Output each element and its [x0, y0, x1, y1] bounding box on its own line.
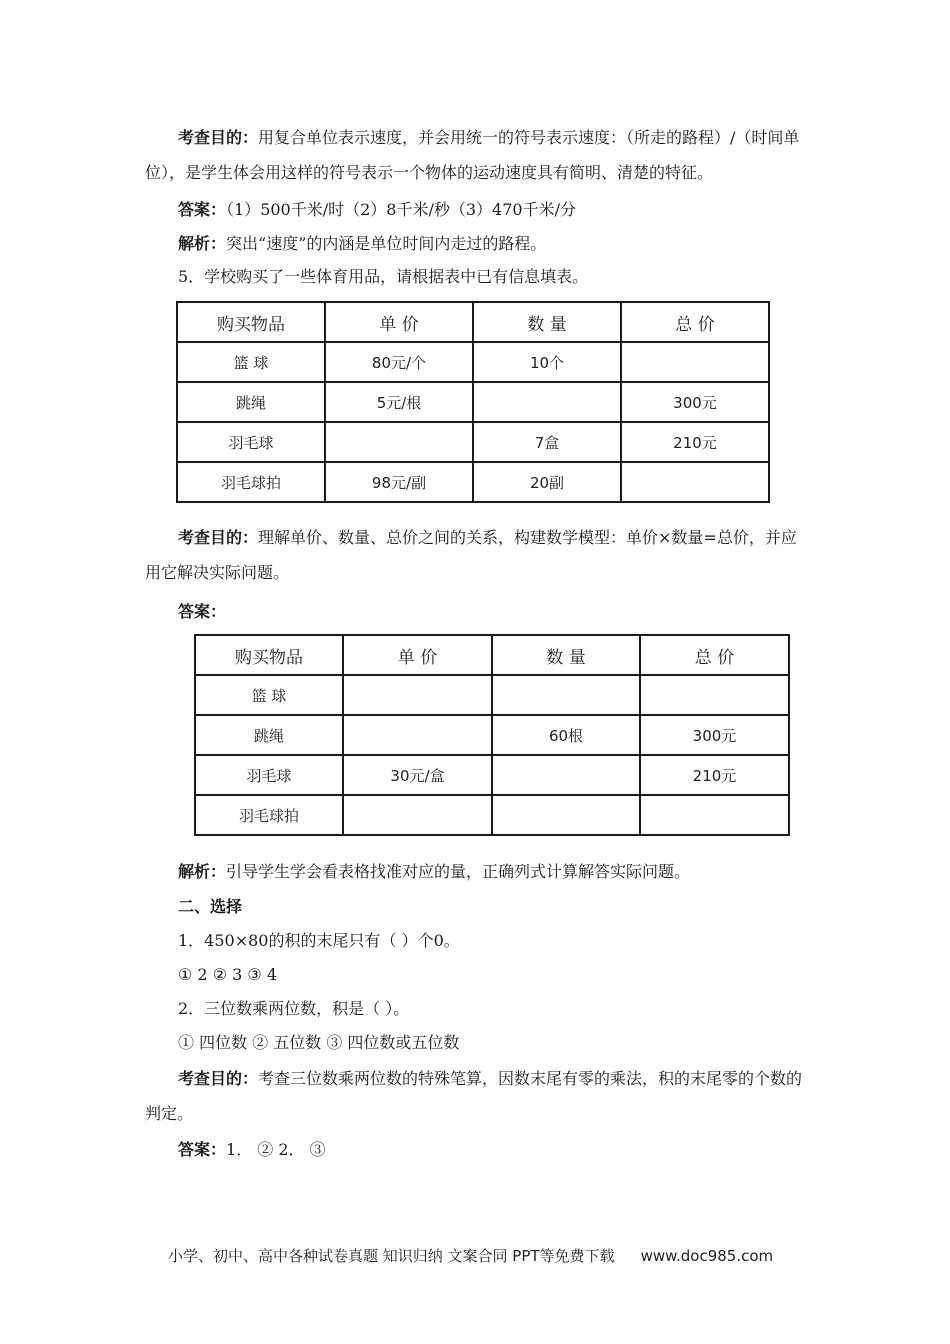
answer-text: （1）500千米/时（2）8千米/秒（3）470千米/分	[226, 200, 576, 219]
header-cell: 总 价	[640, 635, 789, 675]
analysis-text: 引导学生学会看表格找准对应的量，正确列式计算解答实际问题。	[226, 862, 691, 881]
table-cell: 跳绳	[177, 382, 325, 422]
table-row	[177, 462, 769, 502]
purpose-text: 考查三位数乘两位数的特殊笔算，因数末尾有零的乘法，积的末尾零的个数的判定。	[145, 1069, 803, 1123]
table-cell	[343, 795, 492, 835]
footer-url[interactable]: www.doc985.com	[640, 1247, 774, 1265]
header-cell: 购买物品	[177, 302, 325, 342]
table-cell: 羽毛球	[177, 422, 325, 462]
table-cell	[640, 795, 789, 835]
header-cell: 数 量	[473, 302, 621, 342]
purpose-paragraph-3	[145, 1061, 810, 1131]
header-cell: 总 价	[621, 302, 769, 342]
table-row	[177, 422, 769, 462]
table-cell	[640, 675, 789, 715]
analysis-line-2	[178, 860, 690, 884]
table-cell	[492, 675, 640, 715]
table-cell: 30元/盒	[343, 755, 492, 795]
table-row	[177, 342, 769, 382]
table-cell	[621, 342, 769, 382]
header-cell: 数 量	[492, 635, 640, 675]
footer-text: 小学、初中、高中各种试卷真题 知识归纳 文案合同 PPT等免费下载	[168, 1247, 615, 1265]
analysis-text: 突出“速度”的内涵是单位时间内走过的路程。	[226, 234, 547, 253]
table-cell: 20副	[473, 462, 621, 502]
analysis-line-1	[178, 232, 546, 256]
answer-table	[194, 634, 790, 836]
table-row	[195, 675, 789, 715]
table-cell	[343, 675, 492, 715]
table-cell: 篮 球	[195, 675, 343, 715]
table-row	[195, 795, 789, 835]
table-cell: 羽毛球拍	[177, 462, 325, 502]
table-cell: 300元	[640, 715, 789, 755]
answer-label: 答案：	[178, 602, 227, 621]
answer-text: 1． ② 2． ③	[226, 1140, 326, 1159]
page-footer	[168, 1245, 773, 1266]
table-cell: 210元	[640, 755, 789, 795]
table-cell: 跳绳	[195, 715, 343, 755]
table-cell: 80元/个	[325, 342, 473, 382]
answer-label: 答案：	[178, 1140, 227, 1159]
choice-options-1: ① 2 ② 3 ③ 4	[178, 965, 277, 984]
table-row	[177, 382, 769, 422]
choice-question-1: 1．450×80的积的末尾只有（ ）个0。	[178, 931, 460, 950]
choice-question-2: 2．三位数乘两位数，积是（ ）。	[178, 999, 410, 1018]
table-cell: 羽毛球拍	[195, 795, 343, 835]
table-cell: 7盒	[473, 422, 621, 462]
question-5: 5．学校购买了一些体育用品，请根据表中已有信息填表。	[178, 267, 589, 286]
purpose-label: 考查目的：	[178, 128, 259, 147]
answer-line-3	[178, 1138, 326, 1162]
choice-options-2: ① 四位数 ② 五位数 ③ 四位数或五位数	[178, 1033, 460, 1052]
table-cell	[473, 382, 621, 422]
analysis-label: 解析：	[178, 862, 227, 881]
header-cell: 单 价	[325, 302, 473, 342]
table-cell: 60根	[492, 715, 640, 755]
table-cell	[492, 755, 640, 795]
table-header-row	[195, 635, 789, 675]
purpose-paragraph-2	[145, 520, 810, 590]
analysis-label: 解析：	[178, 234, 227, 253]
table-row	[195, 715, 789, 755]
answer-line-2	[178, 600, 226, 624]
section-heading: 二、选择	[178, 897, 243, 916]
table-header-row	[177, 302, 769, 342]
table-cell	[325, 422, 473, 462]
table-cell: 羽毛球	[195, 755, 343, 795]
purpose-text: 理解单价、数量、总价之间的关系，构建数学模型：单价×数量=总价，并应用它解决实际问题。	[145, 528, 797, 582]
table-cell: 篮 球	[177, 342, 325, 382]
table-cell: 300元	[621, 382, 769, 422]
purpose-text: 用复合单位表示速度，并会用统一的符号表示速度：（所走的路程）/（时间单位），是学生体会用这样的符号表示一个物体的运动速度具有简明、清楚的特征。	[145, 128, 800, 182]
purpose-label: 考查目的：	[178, 528, 259, 547]
table-cell	[343, 715, 492, 755]
purpose-label: 考查目的：	[178, 1069, 259, 1088]
header-cell: 单 价	[343, 635, 492, 675]
goods-table	[176, 301, 770, 503]
answer-label: 答案：	[178, 200, 227, 219]
table-cell: 210元	[621, 422, 769, 462]
table-cell	[492, 795, 640, 835]
table-cell: 98元/副	[325, 462, 473, 502]
table-cell: 10个	[473, 342, 621, 382]
table-row	[195, 755, 789, 795]
table-cell	[621, 462, 769, 502]
purpose-paragraph-1	[145, 120, 810, 190]
table-cell: 5元/根	[325, 382, 473, 422]
answer-line-1	[178, 198, 576, 222]
header-cell: 购买物品	[195, 635, 343, 675]
